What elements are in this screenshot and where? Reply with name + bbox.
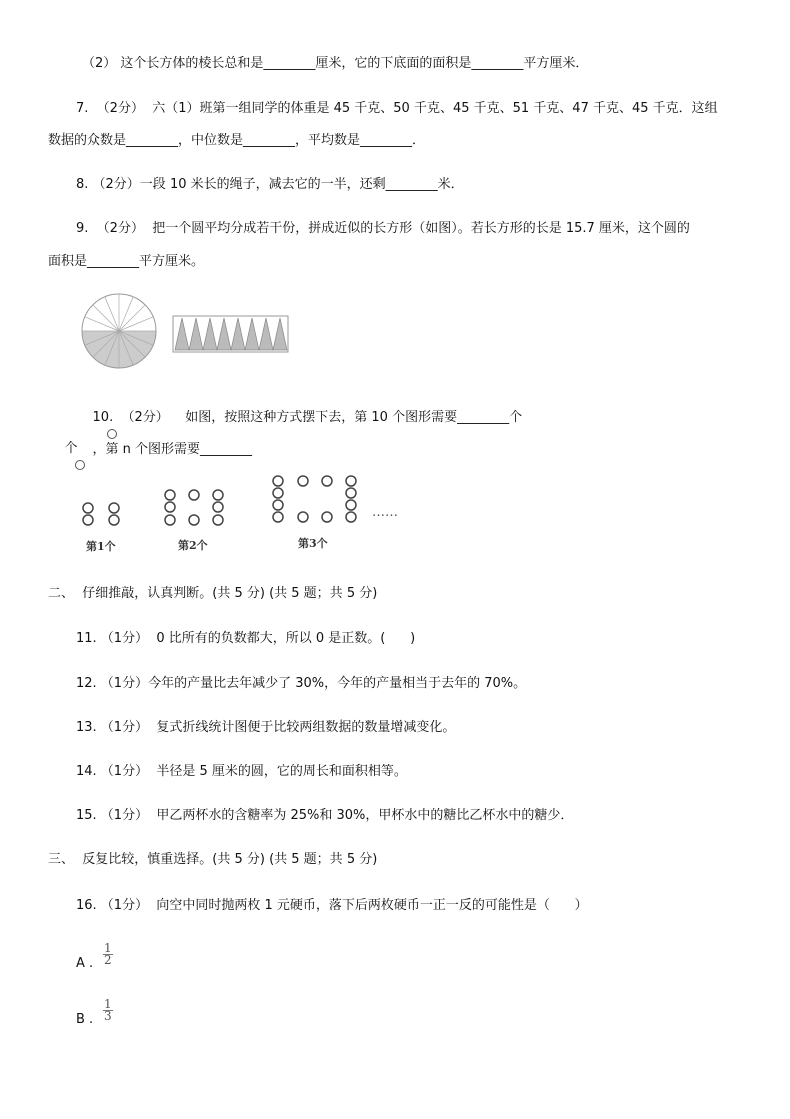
question-10-line-1: 10. （2分） 如图，按照这种方式摆下去，第 10 个图形需要________个 ，第 n 个图形需要________ (92, 410, 523, 457)
pattern-circle-icon (109, 503, 119, 513)
question-14: 14. （1分） 半径是 5 厘米的圆，它的周长和面积相等。 (76, 764, 407, 779)
pattern-circle-icon (213, 502, 223, 512)
caption-figure-2: 第2个 (178, 539, 208, 552)
pattern-circle-icon (322, 512, 332, 522)
question-15: 15. （1分） 甲乙两杯水的含糖率为 25%和 30%，甲杯水中的糖比乙杯水中的糖少． (76, 808, 574, 823)
pattern-circle-icon (298, 512, 308, 522)
caption-figure-3: 第3个 (298, 537, 328, 550)
pattern-circle-icon (346, 488, 356, 498)
pattern-circle-icon (346, 512, 356, 522)
pattern-circle-icon (165, 502, 175, 512)
question-7-line-2: 数据的众数是________，中位数是________，平均数是________． (48, 133, 426, 148)
pattern-circle-icon (189, 490, 199, 500)
option-b-label: B . (76, 1012, 94, 1027)
section-3-heading: 三、 反复比较，慎重选择。(共 5 分) (共 5 题；共 5 分) (48, 852, 378, 867)
small-circle-icon (107, 429, 117, 439)
question-6-part-2: （2） 这个长方体的棱长总和是________厘米，它的下底面的面积是________平方厘米． (82, 56, 589, 71)
question-8: 8. （2分）一段 10 米长的绳子，减去它的一半，还剩________米． (76, 177, 464, 192)
approx-rectangle-icon (173, 316, 288, 352)
pattern-circle-icon (165, 490, 175, 500)
question-7-line-1: 7. （2分） 六（1）班第一组同学的体重是 45 千克、50 千克、45 千克、51 千克、47 千克、45 千克．这组 (76, 101, 718, 116)
question-9-line-1: 9. （2分） 把一个圆平均分成若干份，拼成近似的长方形（如图）。若长方形的长是 15.7 厘米，这个圆的 (76, 221, 690, 236)
option-a-label: A . (76, 956, 94, 971)
pattern-circle-icon (109, 515, 119, 525)
question-9-line-2: 面积是________平方厘米。 (48, 254, 205, 269)
pattern-circle-icon (213, 490, 223, 500)
option-a-fraction: $\frac{1}{2}$ (104, 941, 112, 967)
option-b-fraction: $\frac{1}{3}$ (104, 997, 112, 1023)
question-10-line-2: 个 (48, 425, 85, 489)
pattern-circle-icon (213, 515, 223, 525)
question-16: 16. （1分） 向空中同时抛两枚 1 元硬币，落下后两枚硬币一正一反的可能性是（ ） (76, 898, 588, 913)
caption-figure-1: 第1个 (86, 540, 116, 553)
pattern-circle-icon (322, 476, 332, 486)
divided-circle-icon (82, 294, 156, 368)
pattern-circle-icon (273, 512, 283, 522)
section-2-heading: 二、 仔细推敲，认真判断。(共 5 分) (共 5 题；共 5 分) (48, 586, 378, 601)
question-11: 11. （1分） 0 比所有的负数都大，所以 0 是正数。( ) (76, 631, 416, 646)
question-12: 12. （1分）今年的产量比去年减少了 30%，今年的产量相当于去年的 70%。 (76, 676, 527, 691)
pattern-circle-icon (273, 500, 283, 510)
pattern-circle-icon (273, 488, 283, 498)
pattern-circle-icon (189, 515, 199, 525)
pattern-circle-icon (298, 476, 308, 486)
pattern-circle-icon (83, 515, 93, 525)
pattern-circle-icon (273, 476, 283, 486)
circle-pattern-figure (70, 470, 430, 530)
pattern-circle-icon (346, 476, 356, 486)
pattern-circle-icon (346, 500, 356, 510)
question-13: 13. （1分） 复式折线统计图便于比较两组数据的数量增减变化。 (76, 720, 456, 735)
circle-to-rectangle-figure (80, 292, 320, 370)
ellipsis: …… (372, 505, 398, 520)
pattern-circle-icon (165, 515, 175, 525)
small-circle-icon (75, 460, 85, 470)
pattern-circle-icon (83, 503, 93, 513)
